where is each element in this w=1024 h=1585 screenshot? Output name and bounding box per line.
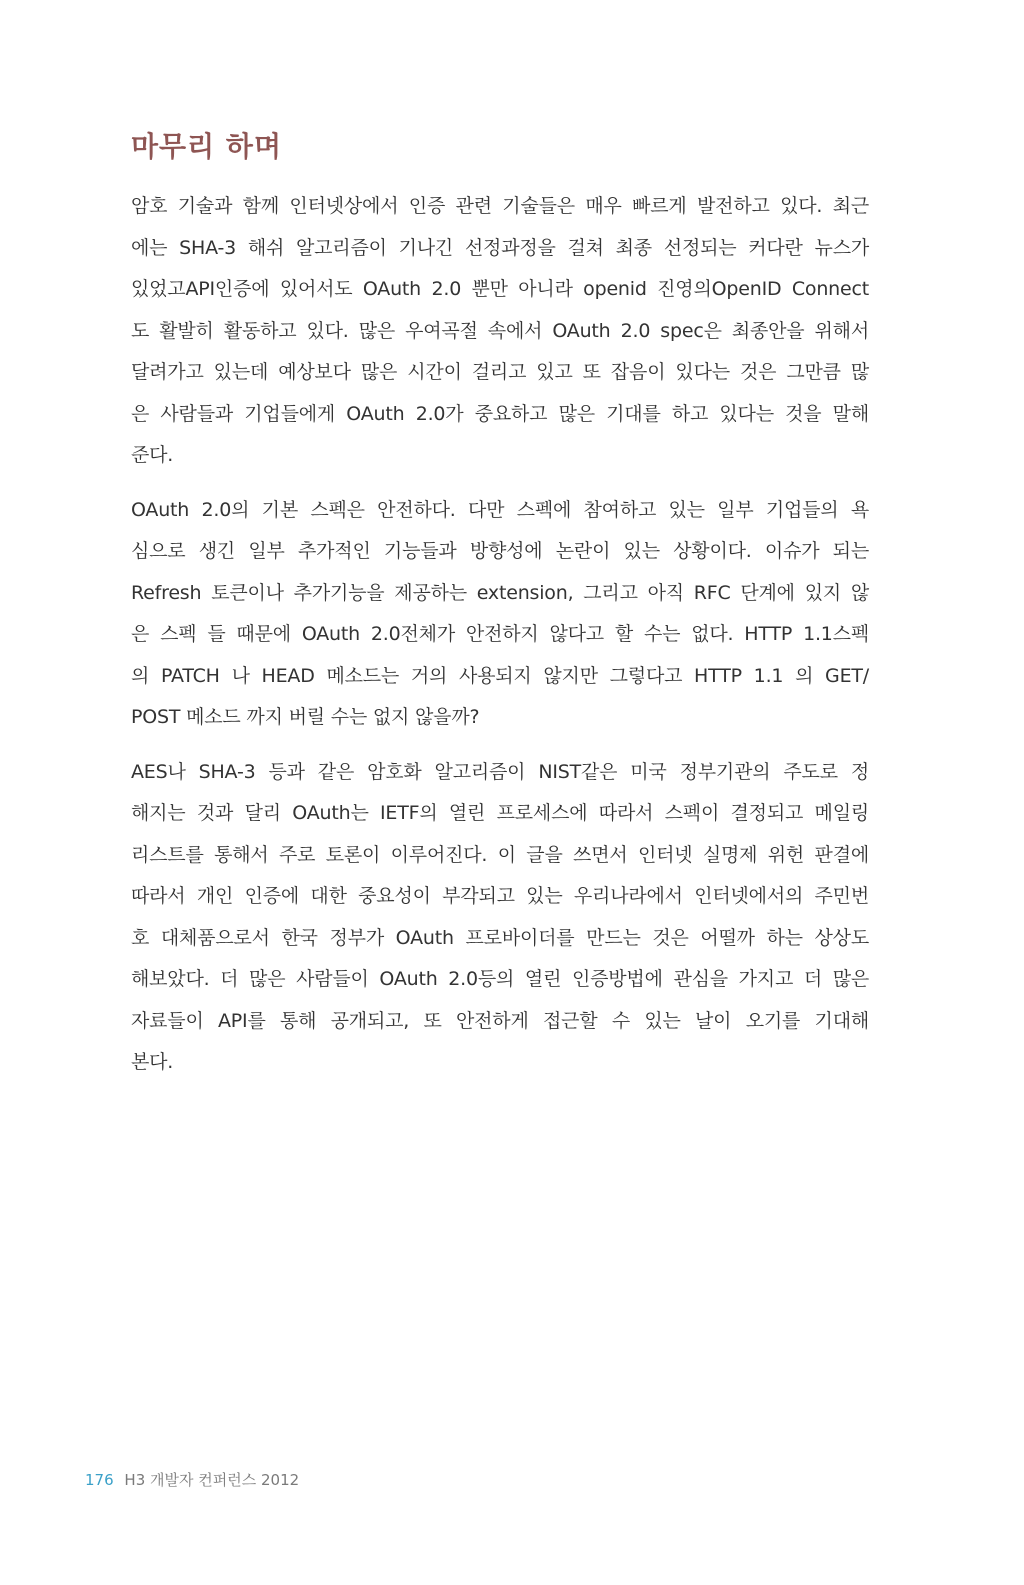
paragraph-line: 따라서 개인 인증에 대한 중요성이 부각되고 있는 우리나라에서 인터넷에서의 주민번 <box>131 885 869 907</box>
book-title: H3 개발자 컨퍼런스 2012 <box>124 1471 300 1489</box>
paragraph-line: 심으로 생긴 일부 추가적인 기능들과 방향성에 논란이 있는 상황이다. 이슈가 되는 <box>131 540 869 562</box>
paragraph-line: 해보았다. 더 많은 사람들이 OAuth 2.0등의 열린 인증방법에 관심을 가지고 더 많은 <box>131 968 869 990</box>
paragraph-line: 호 대체품으로서 한국 정부가 OAuth 프로바이더를 만드는 것은 어떨까 하는 상상도 <box>131 926 869 949</box>
body-text <box>131 186 869 1097</box>
paragraph-1 <box>131 186 869 477</box>
paragraph-line: 있었고API인증에 있어서도 OAuth 2.0 뿐만 아니라 openid 진영의OpenID Connect <box>131 278 869 300</box>
paragraph-line: 도 활발히 활동하고 있다. 많은 우여곡절 속에서 OAuth 2.0 spec은 최종안을 위해서 <box>131 319 869 342</box>
paragraph-line: 자료들이 API를 통해 공개되고, 또 안전하게 접근할 수 있는 날이 오기를 기대해 <box>131 1009 869 1032</box>
paragraph-2 <box>131 490 869 739</box>
paragraph-line: 암호 기술과 함께 인터넷상에서 인증 관련 기술들은 매우 빠르게 발전하고 있다. 최근 <box>131 195 869 217</box>
page-footer <box>85 1468 299 1492</box>
paragraph-line: Refresh 토큰이나 추가기능을 제공하는 extension, 그리고 아직 RFC 단계에 있지 않 <box>131 581 869 604</box>
paragraph-line: 은 스펙 들 때문에 OAuth 2.0전체가 안전하지 않다고 할 수는 없다. HTTP 1.1스펙 <box>131 623 869 645</box>
paragraph-line: 달려가고 있는데 예상보다 많은 시간이 걸리고 있고 또 잡음이 있다는 것은 그만큼 많 <box>131 361 869 383</box>
paragraph-line: 에는 SHA-3 해쉬 알고리즘이 기나긴 선정과정을 걸쳐 최종 선정되는 커다란 뉴스가 <box>131 236 869 259</box>
paragraph-line: AES나 SHA-3 등과 같은 암호화 알고리즘이 NIST같은 미국 정부기관의 주도로 정 <box>131 760 869 783</box>
paragraph-line: POST 메소드 까지 버릴 수는 없지 않을까? <box>131 706 480 728</box>
page-number: 176 <box>85 1471 114 1489</box>
paragraph-line: 준다. <box>131 444 174 466</box>
paragraph-line: OAuth 2.0의 기본 스펙은 안전하다. 다만 스펙에 참여하고 있는 일부 기업들의 욕 <box>131 498 869 521</box>
paragraph-line: 의 PATCH 나 HEAD 메소드는 거의 사용되지 않지만 그렇다고 HTTP 1.1 의 GET/ <box>131 664 869 687</box>
paragraph-3 <box>131 752 869 1084</box>
paragraph-line: 본다. <box>131 1051 174 1073</box>
section-heading: 마무리 하며 <box>131 130 282 163</box>
paragraph-line: 해지는 것과 달리 OAuth는 IETF의 열린 프로세스에 따라서 스펙이 결정되고 메일링 <box>131 802 869 824</box>
paragraph-line: 은 사람들과 기업들에게 OAuth 2.0가 중요하고 많은 기대를 하고 있다는 것을 말해 <box>131 402 869 425</box>
paragraph-line: 리스트를 통해서 주로 토론이 이루어진다. 이 글을 쓰면서 인터넷 실명제 위헌 판결에 <box>131 843 869 866</box>
